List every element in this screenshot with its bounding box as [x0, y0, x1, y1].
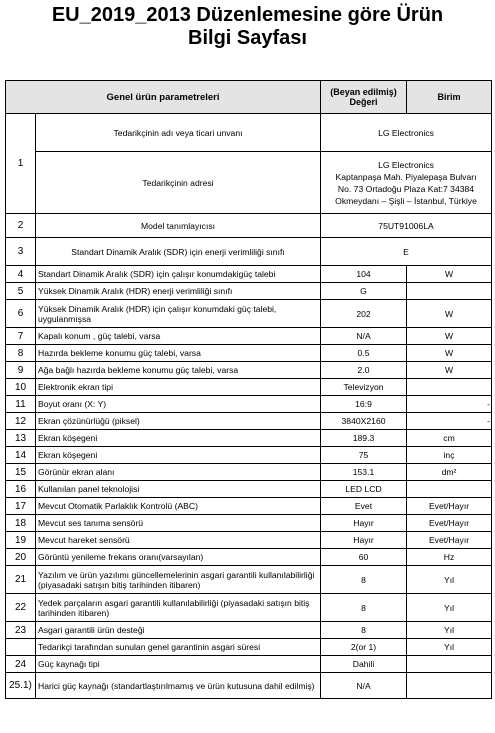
supplier-label: Tedarikçinin adı veya ticari unvanı: [36, 114, 321, 152]
row-value: 104: [321, 266, 407, 283]
table-row: [6, 481, 492, 498]
header-value: [321, 81, 407, 114]
row-label: Mevcut hareket sensörü: [36, 532, 321, 549]
row-unit: [407, 413, 492, 430]
row-value: 8: [321, 594, 407, 622]
table-header-row: [6, 81, 492, 114]
row-unit: [407, 266, 492, 283]
table-row: [6, 362, 492, 379]
row-label: Ekran köşegeni: [36, 447, 321, 464]
row-number: 24: [6, 656, 36, 673]
row-number: 20: [6, 549, 36, 566]
row-unit: [407, 622, 492, 639]
row-value: Televizyon: [321, 379, 407, 396]
header-unit: Birim: [407, 81, 492, 114]
table-row: [6, 238, 492, 266]
unit-text: Yıl: [444, 574, 455, 585]
table-row: [6, 114, 492, 152]
unit-text: W: [444, 308, 454, 319]
row-unit: [407, 566, 492, 594]
row-number: 15: [6, 464, 36, 481]
row-value: 202: [321, 300, 407, 328]
unit-text: Hz: [443, 552, 455, 562]
row-value: 16:9: [321, 396, 407, 413]
row-number: 12: [6, 413, 36, 430]
row-unit: [407, 594, 492, 622]
row-number: 11: [6, 396, 36, 413]
row-label: Yazılım ve ürün yazılımı güncellemelerinin asgari garantili kullanılabilirliği (piyasadaki satışın bitiş tarihinden itibaren): [36, 566, 321, 594]
row-label: Yüksek Dinamik Aralık (HDR) için çalışır konumdaki güç talebi, uygulanmışsa: [36, 300, 321, 328]
address-line: Okmeydanı – Şişli – İstanbul, Türkiye: [335, 195, 477, 206]
table-row: [6, 515, 492, 532]
row-label: Asgari garantili ürün desteği: [36, 622, 321, 639]
row-value: 0.5: [321, 345, 407, 362]
address-value: [321, 152, 492, 214]
row-unit: [407, 430, 492, 447]
row-label: Kullanılan panel teknolojisi: [36, 481, 321, 498]
unit-text: cm: [443, 433, 455, 443]
row-label: Ekran köşegeni: [36, 430, 321, 447]
row-number: 6: [6, 300, 36, 328]
row-value: Hayır: [321, 532, 407, 549]
header-value-line-1: (Beyan edilmiş): [330, 87, 397, 97]
row-label: Ağa bağlı hazırda bekleme konumu güç talebi, varsa: [36, 362, 321, 379]
table-row: [6, 266, 492, 283]
table-row: [6, 413, 492, 430]
row-number: 19: [6, 532, 36, 549]
title-line-2: Bilgi Sayfası: [188, 27, 307, 49]
unit-text: dm²: [441, 467, 457, 477]
address-line: Kaptanpaşa Mah. Piyalepaşa Bulvarı: [335, 171, 477, 182]
table-row: [6, 639, 492, 656]
unit-dash: -: [487, 416, 491, 426]
table-row: [6, 549, 492, 566]
row-label: Görüntü yenileme frekans oranı(varsayılan): [36, 549, 321, 566]
row-number: 1: [6, 114, 36, 214]
row-unit: [407, 639, 492, 656]
table-row: [6, 328, 492, 345]
row-number: 18: [6, 515, 36, 532]
row-unit: [407, 656, 492, 673]
row-unit: [407, 481, 492, 498]
table-row: [6, 214, 492, 238]
address-label: Tedarikçinin adresi: [36, 152, 321, 214]
row-value: N/A: [321, 673, 407, 699]
row-value: 75UT91006LA: [321, 214, 492, 238]
row-label: Model tanımlayıcısı: [36, 214, 321, 238]
table-row: [6, 396, 492, 413]
row-number: 17: [6, 498, 36, 515]
product-info-table: [5, 80, 492, 699]
table-row: [6, 464, 492, 481]
header-params: Genel ürün parametreleri: [6, 81, 321, 114]
row-value: 153.1: [321, 464, 407, 481]
table-row: [6, 498, 492, 515]
row-number: 13: [6, 430, 36, 447]
row-label: Standart Dinamik Aralık (SDR) için çalışır konumdakigüç talebi: [36, 266, 321, 283]
row-unit: [407, 532, 492, 549]
row-number: 2: [6, 214, 36, 238]
row-unit: [407, 515, 492, 532]
unit-text: W: [444, 269, 454, 279]
row-number: 5: [6, 283, 36, 300]
unit-text: Evet/Hayır: [428, 535, 470, 545]
row-label: Boyut oranı (X: Y): [36, 396, 321, 413]
row-number: 3: [6, 238, 36, 266]
table-row: [6, 673, 492, 699]
table-row: [6, 300, 492, 328]
row-number: 7: [6, 328, 36, 345]
row-unit: [407, 549, 492, 566]
table-row: [6, 532, 492, 549]
row-number: 25.1): [6, 673, 36, 699]
row-value: G: [321, 283, 407, 300]
row-label: Tedarikçi tarafından sunulan genel garantinin asgari süresi: [36, 639, 321, 656]
row-value: Hayır: [321, 515, 407, 532]
table-row: [6, 447, 492, 464]
unit-text: Evet/Hayır: [428, 518, 470, 528]
address-line: No. 73 Ortadoğu Plaza Kat:7 34384: [337, 183, 475, 194]
unit-text: Yıl: [444, 625, 455, 635]
row-unit: [407, 464, 492, 481]
row-value: E: [321, 238, 492, 266]
table-row: [6, 283, 492, 300]
title-line-1: EU_2019_2013 Düzenlemesine göre Ürün: [51, 4, 444, 26]
unit-text: W: [444, 331, 454, 341]
row-value: Evet: [321, 498, 407, 515]
row-value: LED LCD: [321, 481, 407, 498]
row-number: 9: [6, 362, 36, 379]
unit-text: Evet/Hayır: [428, 501, 470, 511]
row-number: 16: [6, 481, 36, 498]
unit-text: inç: [443, 450, 455, 460]
row-value: 60: [321, 549, 407, 566]
supplier-value: LG Electronics: [321, 114, 492, 152]
row-value: 8: [321, 566, 407, 594]
unit-text: Yıl: [444, 602, 455, 613]
header-value-line-2: Değeri: [349, 97, 378, 107]
table-row: [6, 656, 492, 673]
row-label: Harici güç kaynağı (standartlaştırılmamış ve ürün kutusuna dahil edilmiş): [36, 673, 321, 699]
row-value: N/A: [321, 328, 407, 345]
row-label: Kapalı konum , güç talebi, varsa: [36, 328, 321, 345]
row-value: 189.3: [321, 430, 407, 447]
row-value: 75: [321, 447, 407, 464]
table-row: [6, 594, 492, 622]
unit-text: Yıl: [444, 642, 455, 652]
row-unit: [407, 379, 492, 396]
unit-text: W: [444, 365, 454, 375]
row-unit: [407, 328, 492, 345]
row-label: Ekran çözünürlüğü (piksel): [36, 413, 321, 430]
unit-text: W: [444, 348, 454, 358]
row-unit: [407, 283, 492, 300]
row-number: [6, 639, 36, 656]
row-number: 23: [6, 622, 36, 639]
row-value: 2(or 1): [321, 639, 407, 656]
row-unit: [407, 300, 492, 328]
row-value: 8: [321, 622, 407, 639]
table-row: [6, 622, 492, 639]
table-row: [6, 345, 492, 362]
row-label: Mevcut ses tanıma sensörü: [36, 515, 321, 532]
row-label: Görünür ekran alanı: [36, 464, 321, 481]
row-number: 21: [6, 566, 36, 594]
row-unit: [407, 396, 492, 413]
row-unit: [407, 673, 492, 699]
row-value: 2.0: [321, 362, 407, 379]
row-number: 8: [6, 345, 36, 362]
row-label: Yedek parçaların asgari garantili kullanılabilirliği (piyasadaki satışın bitiş tarihinden itibaren): [36, 594, 321, 622]
row-label: Yüksek Dinamik Aralık (HDR) enerji verimliliği sınıfı: [36, 283, 321, 300]
row-value: Dahili: [321, 656, 407, 673]
row-label: Güç kaynağı tipi: [36, 656, 321, 673]
row-number: 22: [6, 594, 36, 622]
row-label: Hazırda bekleme konumu güç talebi, varsa: [36, 345, 321, 362]
table-row: [6, 379, 492, 396]
table-row: [6, 152, 492, 214]
unit-dash: -: [487, 399, 491, 409]
row-label: Standart Dinamik Aralık (SDR) için enerji verimliliği sınıfı: [36, 238, 321, 266]
row-number: 10: [6, 379, 36, 396]
address-line: LG Electronics: [378, 159, 434, 170]
row-number: 4: [6, 266, 36, 283]
row-number: 14: [6, 447, 36, 464]
row-value: 3840X2160: [321, 413, 407, 430]
row-unit: [407, 447, 492, 464]
table-row: [6, 430, 492, 447]
table-row: [6, 566, 492, 594]
row-unit: [407, 345, 492, 362]
row-unit: [407, 362, 492, 379]
row-unit: [407, 498, 492, 515]
page-title: [0, 0, 495, 60]
row-label: Mevcut Otomatik Parlaklık Kontrolü (ABC): [36, 498, 321, 515]
row-label: Elektronik ekran tipi: [36, 379, 321, 396]
